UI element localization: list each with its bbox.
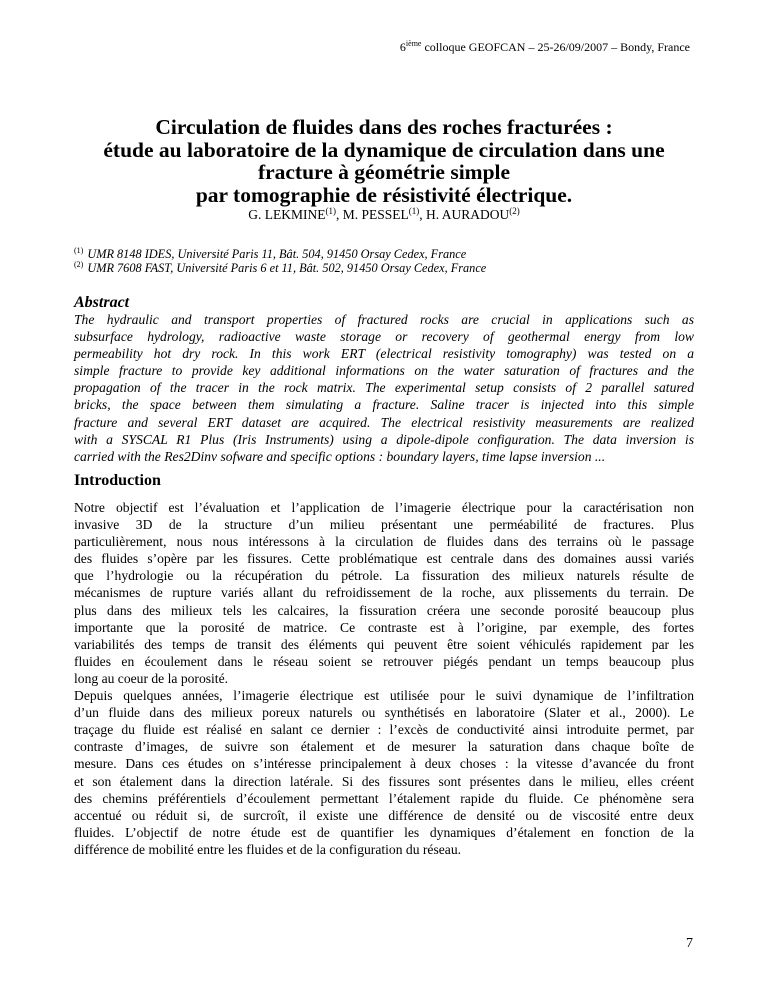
header-ordinal-suffix: ième bbox=[405, 39, 422, 48]
text-line: mécanismes de rupture variés allant du refroidissement de la roche, aux plissements du terrain. De bbox=[74, 585, 694, 601]
text-line: fluides en écoulement dans le réseau soient se retrouver piégés pendant un temps beaucoup plus bbox=[74, 653, 694, 669]
header-ordinal: 6 bbox=[399, 40, 406, 54]
paper-title bbox=[60, 116, 708, 206]
text-line: with a SYSCAL R1 Plus (Iris Instruments) using a dipole-dipole configuration. The data inversion is bbox=[74, 431, 694, 447]
affiliation-text: UMR 7608 FAST, Université Paris 6 et 11, Bât. 502, 91450 Orsay Cedex, France bbox=[87, 261, 487, 275]
title-line: fracture à géométrie simple bbox=[257, 160, 511, 184]
text-line: The hydraulic and transport properties of fractured rocks are crucial in applications such as bbox=[74, 312, 694, 327]
text-line: des chemins préférentiels d’écoulement permettant l’étalement rapide du fluide. Ce phénomène sera bbox=[74, 790, 694, 806]
author-affil-marker: (1) bbox=[325, 206, 336, 216]
page-number: 7 bbox=[686, 936, 693, 951]
text-line: carried with the Res2Dinv sofware and specific options : boundary layers, time lapse inversion ... bbox=[74, 448, 606, 464]
text-line: long au coeur de la porosité. bbox=[74, 670, 229, 686]
text-line: fracture and several ERT dataset are acquired. The electrical resistivity measurements are realized bbox=[74, 414, 694, 430]
title-line: Circulation de fluides dans des roches fracturées : bbox=[155, 115, 613, 139]
title-line: étude au laboratoire de la dynamique de circulation dans une bbox=[103, 137, 665, 162]
text-line: fluides. L’objectif de notre étude est de quantifier les dynamiques d’étalement en fonction de la bbox=[74, 824, 694, 840]
author-affil-marker: (1) bbox=[408, 206, 420, 216]
text-line: bricks, the space between them simulating a fracture. Saline tracer is injected into this simple bbox=[74, 397, 694, 413]
introduction-body bbox=[74, 499, 694, 858]
text-line: permeability hot dry rock. In this work ERT (electrical resistivity tomography) was tested on a bbox=[74, 346, 694, 362]
text-line: plus dans des milieux tels les calcaires, la fissuration créera une seconde porosité beaucoup plus bbox=[74, 602, 694, 618]
text-line: Depuis quelques années, l’imagerie électrique est utilisée pour le suivi dynamique de l’infiltration bbox=[74, 688, 694, 704]
abstract-heading: Abstract bbox=[74, 294, 130, 311]
author-list bbox=[60, 207, 708, 223]
author-name: , H. AURADOU bbox=[419, 207, 510, 222]
text-line: mesure. Dans ces études on s’intéresse principalement à deux choses : la vitesse d’avancée du front bbox=[74, 756, 694, 772]
text-line: et son étalement dans la direction latérale. Si des fissures sont présentes dans le milieu, elles créent bbox=[74, 773, 694, 789]
affiliation bbox=[74, 261, 486, 275]
text-line: d’un fluide dans des milieux poreux naturels ou synthétisés en laboratoire (Slater et al., 2000). Le bbox=[74, 705, 694, 721]
text-line: particulièrement, nous nous intéressons à la circulation de fluides dans des terrains où le passage bbox=[74, 534, 694, 550]
introduction-heading: Introduction bbox=[74, 472, 161, 489]
text-line: propagation of the tracer in the rock matrix. The experimental setup consists of 2 parallel satured bbox=[74, 380, 694, 396]
affiliation-marker: (1) bbox=[74, 246, 84, 255]
author-affil-marker: (2) bbox=[509, 206, 520, 216]
text-line: que l’hydrologie ou la récupération du pétrole. La fissuration des milieux naturels résulte de bbox=[74, 568, 694, 584]
text-line: contraste d’images, de suivre son étalement et de mesurer la saturation dans chaque boîte de bbox=[74, 739, 694, 755]
text-line: subsurface hydrology, radioactive waste storage or recovery of geothermal energy from low bbox=[74, 329, 694, 345]
author-name: G. LEKMINE bbox=[248, 207, 326, 222]
text-line: des fluides s’opère par les fissures. Cette problématique est centrale dans des domaines aussi variés bbox=[74, 551, 694, 567]
text-line: traçage du fluide est réalisé en salant ce dernier : l’excès de conductivité ainsi introduite permet, par bbox=[74, 722, 694, 738]
affiliation-text: UMR 8148 IDES, Université Paris 11, Bât. 504, 91450 Orsay Cedex, France bbox=[87, 247, 467, 261]
header-text: colloque GEOFCAN – 25-26/09/2007 – Bondy, France bbox=[421, 40, 690, 54]
affiliation-marker: (2) bbox=[74, 260, 84, 269]
text-line: invasive 3D de la structure d’un milieu présentant une perméabilité de fractures. Plus bbox=[74, 517, 694, 533]
text-line: importante que la porosité de matrice. Ce contraste est à l’origine, par exemple, des fortes bbox=[74, 619, 694, 635]
affiliations bbox=[74, 247, 486, 275]
text-line: différence de mobilité entre les fluides et de la configuration du réseau. bbox=[74, 841, 462, 857]
title-line: par tomographie de résistivité électrique. bbox=[195, 182, 573, 207]
text-line: simple fracture to provide key additional informations on the water saturation of fractures and the bbox=[74, 363, 694, 379]
text-line: Notre objectif est l’évaluation et l’application de l’imagerie électrique pour la caractérisation non bbox=[74, 500, 694, 515]
running-header bbox=[400, 40, 690, 54]
author-name: , M. PESSEL bbox=[335, 207, 409, 222]
affiliation bbox=[74, 247, 486, 261]
text-line: accentué ou réduit si, de surcroît, il existe une différence de densité ou de viscosité entre deux bbox=[74, 807, 694, 823]
text-line: variabilités des temps de transit des éléments qui peuvent être soient véhiculés rapidement par les bbox=[74, 636, 694, 652]
abstract-body bbox=[74, 311, 694, 465]
